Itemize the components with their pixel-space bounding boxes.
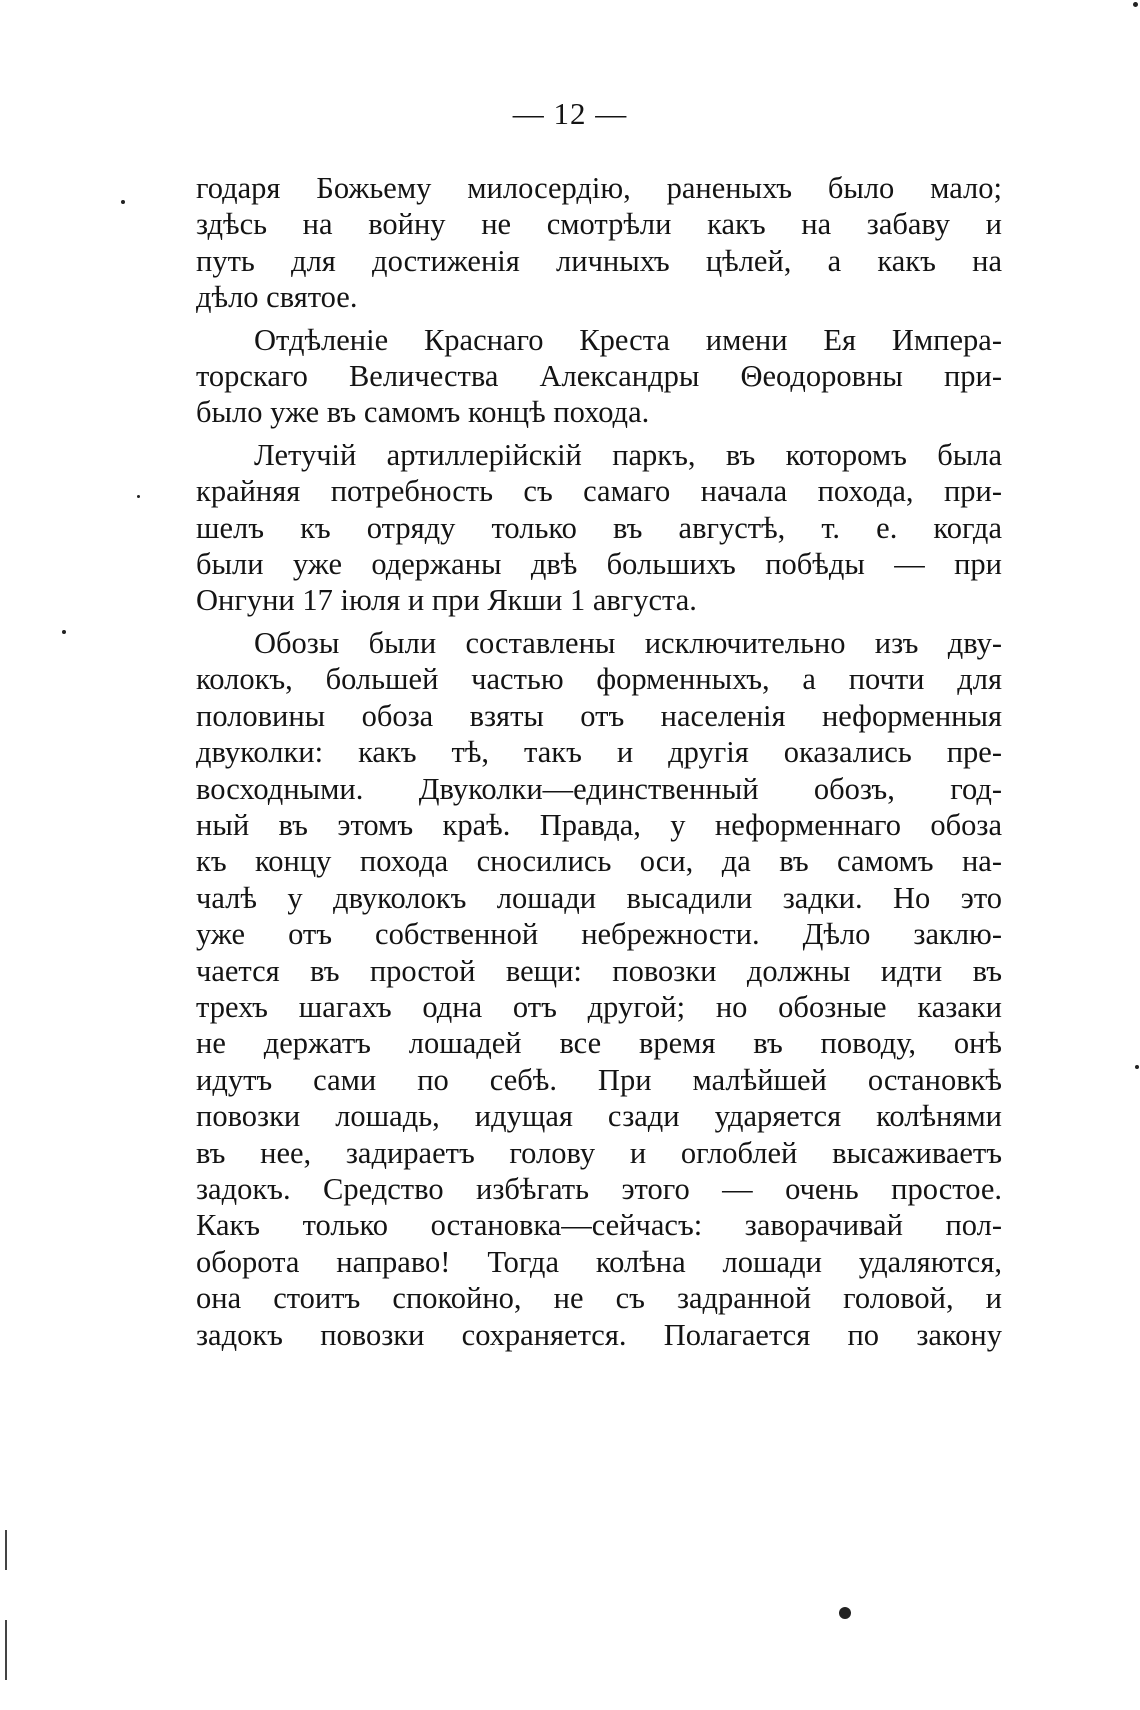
text-line: торскаго Величества Александры Θеодоровны при- (196, 359, 1002, 394)
text-line: оборота направо! Тогда колѣна лошади удаляются, (196, 1244, 1002, 1279)
page-body (196, 170, 1002, 1359)
text-line: половины обоза взяты отъ населенія неформенныя (196, 698, 1002, 733)
text-line: Онгуни 17 іюля и при Якши 1 августа. (196, 583, 697, 618)
text-line: дѣло святое. (196, 280, 358, 315)
text-line: восходными. Двуколки—единственный обозъ, год- (196, 771, 1002, 806)
paragraph-1 (196, 170, 1002, 316)
text-line: Какъ только остановка—сейчасъ: заворачивай пол- (196, 1208, 1002, 1243)
scan-speck (1135, 1065, 1139, 1069)
text-line: чается въ простой вещи: повозки должны идти въ (196, 953, 1002, 988)
scan-edge-mark (5, 1530, 7, 1570)
text-line: Обозы были составлены исключительно изъ дву- (254, 625, 1002, 660)
scan-speck (121, 200, 125, 204)
text-line: уже отъ собственной небрежности. Дѣло заклю- (196, 917, 1002, 952)
text-line: идутъ сами по себѣ. При малѣйшей остановкѣ (196, 1062, 1002, 1097)
text-line: Отдѣленіе Краснаго Креста имени Ея Импера- (254, 322, 1002, 357)
text-line: задокъ. Средство избѣгать этого — очень простое. (196, 1171, 1002, 1206)
text-line: были уже одержаны двѣ большихъ побѣды — при (196, 547, 1002, 582)
text-line: путь для достиженія личныхъ цѣлей, а какъ на (196, 243, 1002, 278)
text-line: задокъ повозки сохраняется. Полагается по закону (196, 1317, 1002, 1352)
scan-speck (1133, 2, 1138, 7)
paragraph-4 (196, 625, 1002, 1353)
scan-edge-mark (5, 1620, 7, 1680)
paragraph-2 (196, 322, 1002, 431)
text-line: колокъ, большей частью форменныхъ, а почти для (196, 662, 1002, 697)
text-line: двуколки: какъ тѣ, такъ и другія оказались пре- (196, 735, 1002, 770)
text-line: чалѣ у двуколокъ лошади высадили задки. Но это (196, 880, 1002, 915)
text-line: ный въ этомъ краѣ. Правда, у неформеннаго обоза (196, 807, 1002, 842)
text-line: трехъ шагахъ одна отъ другой; но обозные казаки (196, 989, 1002, 1024)
text-line: въ нее, задираетъ голову и оглоблей высаживаетъ (196, 1135, 1002, 1170)
text-line: она стоитъ спокойно, не съ задранной головой, и (196, 1281, 1002, 1316)
page-number: — 12 — (512, 96, 628, 131)
paragraph-3 (196, 437, 1002, 619)
text-line: къ концу похода сносились оси, да въ самомъ на- (196, 844, 1002, 879)
scan-speck (62, 630, 66, 634)
text-line: шелъ къ отряду только въ августѣ, т. е. когда (196, 510, 1002, 545)
text-line: крайняя потребность съ самаго начала похода, при- (196, 474, 1002, 509)
scan-speck (839, 1607, 851, 1619)
text-line: повозки лошадь, идущая сзади ударяется колѣнями (196, 1099, 1002, 1134)
text-line: годаря Божьему милосердію, раненыхъ было мало; (196, 171, 1002, 205)
text-line: здѣсь на войну не смотрѣли какъ на забаву и (196, 207, 1002, 242)
text-line: было уже въ самомъ концѣ похода. (196, 395, 650, 430)
text-line: Летучій артиллерійскій паркъ, въ которомъ была (254, 437, 1002, 472)
text-line: не держатъ лошадей все время въ поводу, онѣ (196, 1026, 1002, 1061)
scan-speck (137, 495, 140, 498)
